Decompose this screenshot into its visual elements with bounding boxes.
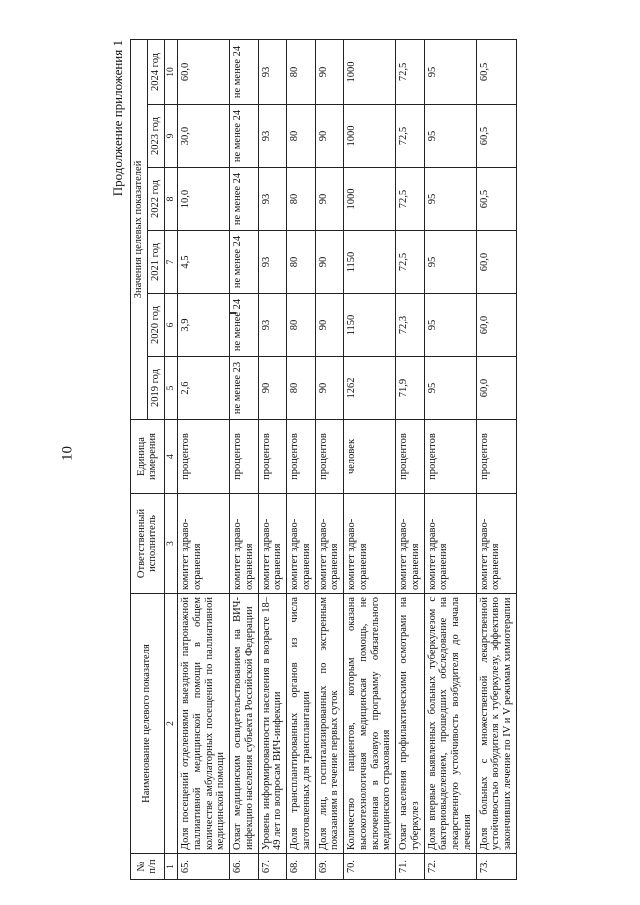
- target-value: 80: [287, 168, 316, 231]
- header-row: [131, 39, 148, 879]
- target-value: 3,9: [178, 294, 230, 357]
- target-value: 95: [424, 357, 476, 420]
- table-row: [424, 39, 476, 879]
- column-index: 3: [164, 494, 178, 594]
- header-unit: Единица измерения: [131, 420, 165, 494]
- target-value: 2,6: [178, 357, 230, 420]
- target-value: не менее 23: [230, 357, 259, 420]
- responsible-executor: комитет здравоохранения: [287, 494, 316, 594]
- indicator-name: Охват медицинским освидетельствованием на ВИЧ-инфекцию населения субъекта Российской Федерации: [230, 594, 259, 854]
- column-index: 8: [164, 168, 178, 231]
- target-value: 93: [258, 294, 287, 357]
- target-value: 4,5: [178, 231, 230, 294]
- unit-of-measure: процентов: [258, 420, 287, 494]
- responsible-executor: комитет здравоохранения: [476, 494, 516, 594]
- responsible-executor: комитет здравоохранения: [424, 494, 476, 594]
- responsible-executor: комитет здравоохранения: [258, 494, 287, 594]
- indicator-name: Доля впервые выявленных больных туберкулезом с бактериовыделением, прошедших обследование на лекарственную устойчивость возбудителя до начала лечения: [424, 594, 476, 854]
- unit-of-measure: процентов: [396, 420, 425, 494]
- target-value: 80: [287, 39, 316, 104]
- row-number: 66.: [230, 854, 259, 880]
- target-value: 60,5: [476, 168, 516, 231]
- target-value: 95: [424, 231, 476, 294]
- header-name: Наименование целевого показателя: [131, 594, 165, 854]
- target-value: 30,0: [178, 105, 230, 168]
- header-num: № п/п: [131, 854, 165, 880]
- row-number: 72.: [424, 854, 476, 880]
- column-index: 1: [164, 854, 178, 880]
- page-number: 10: [59, 446, 76, 461]
- table-row: [344, 39, 396, 879]
- target-value: 60,5: [476, 39, 516, 104]
- indicator-name: Количество пациентов, которым оказана высокотехнологичная медицинская помощь, не включенная в базовую программу обязательного медицинского страхования: [344, 594, 396, 854]
- target-value: 95: [424, 105, 476, 168]
- column-index: 2: [164, 594, 178, 854]
- indicator-name: Уровень информированности населения в возрасте 18–49 лет по вопросам ВИЧ-инфекции: [258, 594, 287, 854]
- target-value: 93: [258, 168, 287, 231]
- target-value: 80: [287, 105, 316, 168]
- target-value: 90: [315, 357, 344, 420]
- table-row: [315, 39, 344, 879]
- table-row: [476, 39, 516, 879]
- column-index: 4: [164, 420, 178, 494]
- responsible-executor: комитет здравоохранения: [178, 494, 230, 594]
- target-value: не менее 24: [230, 168, 259, 231]
- row-number: 71.: [396, 854, 425, 880]
- row-number: 67.: [258, 854, 287, 880]
- header-year: 2023 год: [147, 105, 164, 168]
- target-value: 1000: [344, 168, 396, 231]
- table-body: [178, 39, 517, 879]
- target-value: 71,9: [396, 357, 425, 420]
- target-value: не менее 24: [230, 39, 259, 104]
- responsible-executor: комитет здравоохранения: [315, 494, 344, 594]
- unit-of-measure: процентов: [230, 420, 259, 494]
- row-number: 73.: [476, 854, 516, 880]
- table-row: [287, 39, 316, 879]
- column-index-row: [164, 39, 178, 879]
- target-value: 80: [287, 231, 316, 294]
- target-value: 60,0: [178, 39, 230, 104]
- target-value: 95: [424, 168, 476, 231]
- unit-of-measure: процентов: [476, 420, 516, 494]
- header-year: 2021 год: [147, 231, 164, 294]
- indicator-name: Доля больных с множественной лекарственной устойчивостью возбудителя к туберкулезу, эффективно закончивших лечение по IV и V режимам химиотерапии: [476, 594, 516, 854]
- target-indicators-table: [130, 39, 517, 880]
- target-value: 90: [315, 39, 344, 104]
- target-value: 93: [258, 105, 287, 168]
- table-row: [258, 39, 287, 879]
- target-value: 90: [315, 294, 344, 357]
- continuation-label: Продолжение приложения 1: [110, 40, 125, 197]
- row-number: 69.: [315, 854, 344, 880]
- target-value: 90: [315, 168, 344, 231]
- unit-of-measure: человек: [344, 420, 396, 494]
- target-value: не менее 24: [230, 105, 259, 168]
- header-executor: Ответственный исполнитель: [131, 494, 165, 594]
- header-year: 2019 год: [147, 357, 164, 420]
- indicator-name: Доля трансплантированных органов из числа заготовленных для трансплантации: [287, 594, 316, 854]
- responsible-executor: комитет здравоохранения: [344, 494, 396, 594]
- target-value: 80: [287, 357, 316, 420]
- target-value: 1150: [344, 231, 396, 294]
- row-number: 68.: [287, 854, 316, 880]
- column-index: 9: [164, 105, 178, 168]
- indicator-name: Доля посещений отделениями выездной патронажной паллиативной медицинской помощи в общем количестве амбулаторных посещений по паллиативной медицинской помощи: [178, 594, 230, 854]
- responsible-executor: комитет здравоохранения: [230, 494, 259, 594]
- target-value: 80: [287, 294, 316, 357]
- target-value: 93: [258, 231, 287, 294]
- target-value: 10,0: [178, 168, 230, 231]
- target-value: 60,0: [476, 294, 516, 357]
- target-value: 60,5: [476, 105, 516, 168]
- header-year: 2022 год: [147, 168, 164, 231]
- target-value: 90: [315, 105, 344, 168]
- header-year: 2020 год: [147, 294, 164, 357]
- target-value: 60,0: [476, 231, 516, 294]
- target-value: 72,5: [396, 39, 425, 104]
- target-value: 90: [258, 357, 287, 420]
- target-value: 60,0: [476, 357, 516, 420]
- table-row: [396, 39, 425, 879]
- target-value: 1262: [344, 357, 396, 420]
- column-index: 10: [164, 39, 178, 104]
- indicator-name: Доля лиц, госпитализированных по экстренным показаниям в течение первых суток: [315, 594, 344, 854]
- unit-of-measure: процентов: [178, 420, 230, 494]
- target-value: 1000: [344, 39, 396, 104]
- target-value: не менее 24: [230, 231, 259, 294]
- header-targets: Значения целевых показателей: [131, 39, 148, 419]
- header-year: 2024 год: [147, 39, 164, 104]
- unit-of-measure: процентов: [315, 420, 344, 494]
- target-value: 72,5: [396, 105, 425, 168]
- row-number: 70.: [344, 854, 396, 880]
- unit-of-measure: процентов: [287, 420, 316, 494]
- target-value: 72,5: [396, 231, 425, 294]
- table-row: [230, 39, 259, 879]
- column-index: 7: [164, 231, 178, 294]
- rotated-page-content: [102, 40, 637, 880]
- column-index: 5: [164, 357, 178, 420]
- target-value: не менее 24: [230, 294, 259, 357]
- indicator-name: Охват населения профилактическими осмотрами на туберкулез: [396, 594, 425, 854]
- unit-of-measure: процентов: [424, 420, 476, 494]
- target-value: 72,3: [396, 294, 425, 357]
- target-value: 93: [258, 39, 287, 104]
- target-value: 1150: [344, 294, 396, 357]
- row-number: 65.: [178, 854, 230, 880]
- target-value: 72,5: [396, 168, 425, 231]
- target-value: 95: [424, 39, 476, 104]
- responsible-executor: комитет здравоохранения: [396, 494, 425, 594]
- target-value: 95: [424, 294, 476, 357]
- table-row: [178, 39, 230, 879]
- column-index: 6: [164, 294, 178, 357]
- target-value: 90: [315, 231, 344, 294]
- target-value: 1000: [344, 105, 396, 168]
